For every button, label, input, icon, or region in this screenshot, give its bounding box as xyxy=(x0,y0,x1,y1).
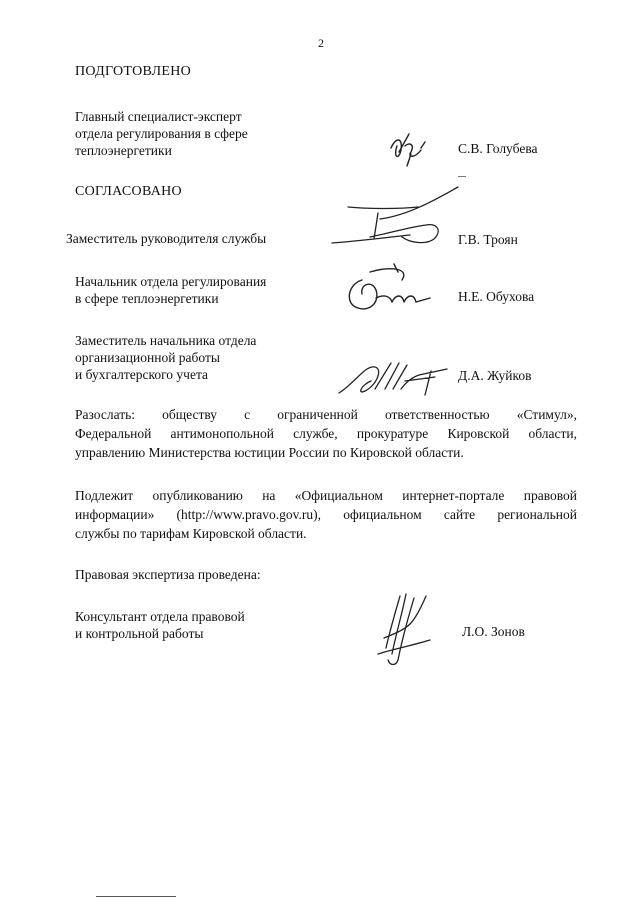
prepared-heading: ПОДГОТОВЛЕНО xyxy=(75,64,192,79)
agreed-entry-3-position xyxy=(75,332,256,383)
legal-review-position xyxy=(75,608,245,642)
agreed-entry-2-name: Н.Е. Обухова xyxy=(458,289,535,304)
footer-rule xyxy=(96,896,176,897)
publication-line: службы по тарифам Кировской области. xyxy=(75,526,307,541)
distribution-line: управлению Министерства юстиции России по Кировской области. xyxy=(75,445,464,460)
signature-troyan xyxy=(330,185,460,255)
agreed-entry-2-position xyxy=(75,273,266,307)
prepared-position-line: теплоэнергетики xyxy=(75,143,172,158)
publication-line: Подлежит опубликованию на «Официальном интернет-портале правовой xyxy=(75,488,577,503)
signature-obukhova xyxy=(340,258,435,318)
signature-golubeva xyxy=(385,128,435,173)
agreed-entry-3-position-line: и бухгалтерского учета xyxy=(75,367,209,382)
prepared-position-line: отдела регулирования в сфере xyxy=(75,126,248,141)
signature-zonov xyxy=(370,590,440,670)
distribution-line: Разослать: обществу с ограниченной ответственностью «Стимул», xyxy=(75,407,577,422)
agreed-entry-2-position-line: в сфере теплоэнергетики xyxy=(75,291,219,306)
scan-mark xyxy=(458,176,466,177)
agreed-entry-3-position-line: Заместитель начальника отдела xyxy=(75,333,257,348)
publication-paragraph xyxy=(75,486,577,543)
legal-review-statement: Правовая экспертиза проведена: xyxy=(75,567,261,582)
agreed-entry-1-position-line: Заместитель руководителя службы xyxy=(66,231,267,246)
publication-line: информации» (http://www.pravo.gov.ru), официальном сайте региональной xyxy=(75,507,577,522)
legal-review-position-line: Консультант отдела правовой xyxy=(75,609,245,624)
prepared-name: С.В. Голубева xyxy=(458,141,538,156)
prepared-position xyxy=(75,108,248,159)
page-number: 2 xyxy=(318,36,324,50)
distribution-line: Федеральной антимонопольной службе, прокуратуре Кировской области, xyxy=(75,426,577,441)
agreed-entry-1-name: Г.В. Троян xyxy=(458,232,518,247)
agreed-entry-3-name: Д.А. Жуйков xyxy=(458,368,532,383)
agreed-heading: СОГЛАСОВАНО xyxy=(75,184,182,199)
agreed-entry-2-position-line: Начальник отдела регулирования xyxy=(75,274,267,289)
signature-zhuykov xyxy=(335,355,455,400)
legal-review-position-line: и контрольной работы xyxy=(75,626,204,641)
legal-review-name: Л.О. Зонов xyxy=(462,624,525,639)
prepared-position-line: Главный специалист-эксперт xyxy=(75,109,242,124)
distribution-paragraph xyxy=(75,405,577,462)
agreed-entry-3-position-line: организационной работы xyxy=(75,350,220,365)
agreed-entry-1-position xyxy=(66,230,266,247)
